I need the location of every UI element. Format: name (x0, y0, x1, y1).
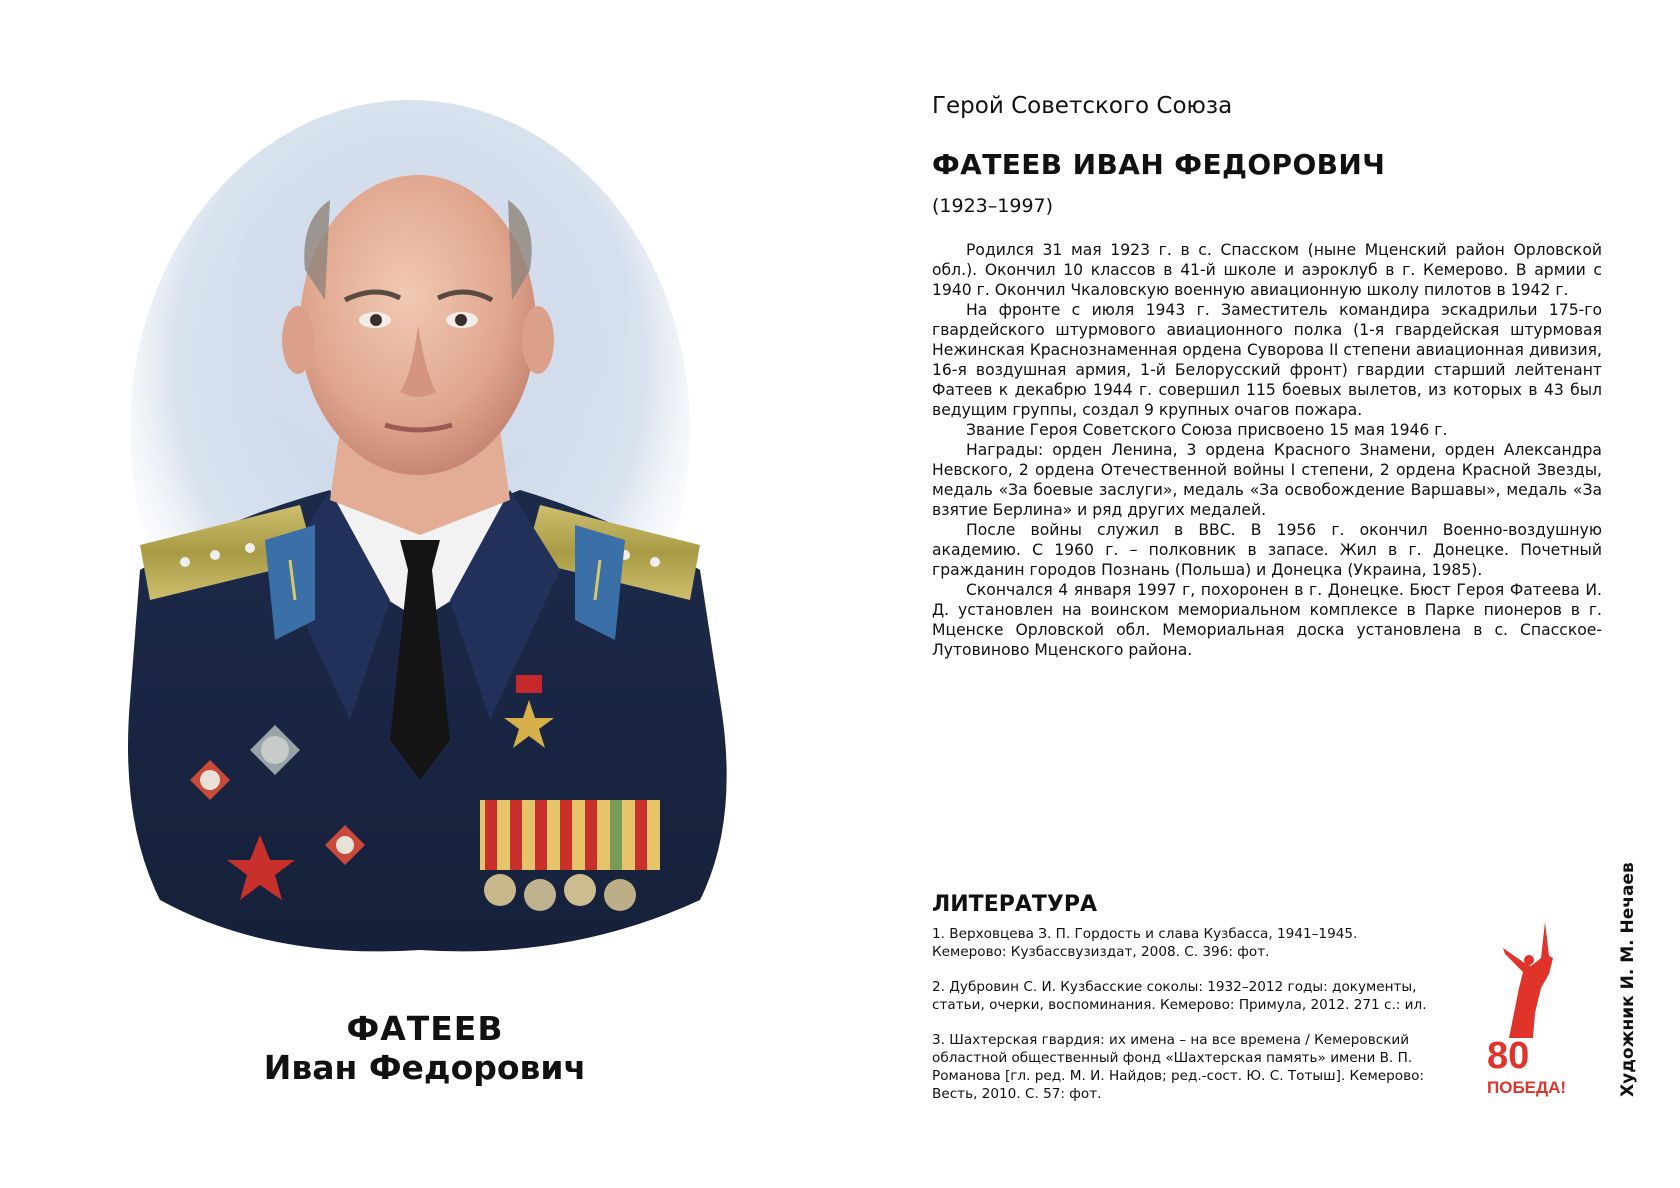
portrait-caption (90, 1010, 760, 1088)
literature-item: 1. Верховцева З. П. Гордость и слава Кузбасса, 1941–1945. Кемерово: Кузбассвузиздат, 2008. С. 396: фот. (932, 926, 1358, 960)
biography (932, 240, 1602, 660)
page-title: ФАТЕЕВ ИВАН ФЕДОРОВИЧ (932, 148, 1386, 181)
hero-rank: Герой Советского Союза (932, 93, 1233, 119)
literature-item: 3. Шахтерская гвардия: их имена – на все времена / Кемеровский областной общественный фонд «Шахтерская память» имени В. П. Романова [гл. ред. М. И. Найдов; ред.-сост. Ю. С. Тотыш]. Кемерово: Весть, 2010. С. 57: фот. (932, 1032, 1425, 1102)
literature-list (932, 925, 1432, 1120)
caption-given-name: Иван Федорович (263, 1047, 587, 1087)
bio-paragraph: Награды: орден Ленина, 3 ордена Красного Знамени, орден Александра Невского, 2 ордена Отечественной войны I степени, 2 ордена Красной Звезды, медаль «За боевые заслуги», медаль «За освобождение Варшавы», медаль «За взятие Берлина» и ряд других медалей. (932, 441, 1602, 519)
bio-paragraph: После войны служил в ВВС. В 1956 г. окончил Военно-воздушную академию. С 1960 г. – полковник в запасе. Жил в г. Донецке. Почетный гражданин городов Познань (Польша) и Донецка (Украина, 1985). (932, 521, 1602, 579)
logo-word: ПОБЕДА! (1487, 1078, 1567, 1097)
bio-paragraph: Звание Героя Советского Союза присвоено 15 мая 1946 г. (966, 421, 1448, 439)
logo-number: 80 (1487, 1035, 1530, 1077)
victory-80-logo (1483, 918, 1573, 1098)
caption-surname: ФАТЕЕВ (346, 1009, 504, 1048)
bio-paragraph: На фронте с июля 1943 г. Заместитель командира эскадрильи 175-го гвардейского штурмового авиационного полка (1-я гвардейская штурмовая Нежинская Краснознаменная ордена Суворова II степени авиационная дивизия, 16-я воздушная армия, 1-й Белорусский фронт) гвардии старший лейтенант Фатеев к декабрю 1944 г. совершил 115 боевых вылетов, из которых в 43 был ведущим группы, создал 9 крупных очагов пожара. (932, 301, 1602, 419)
life-years: (1923–1997) (932, 195, 1054, 217)
bio-paragraph: Родился 31 мая 1923 г. в с. Спасском (ныне Мценский район Орловской обл.). Окончил 10 классов в 41-й школе и аэроклуб в г. Кемерово. В армии с 1940 г. Окончил Чкаловскую военную авиационную школу пилотов в 1942 г. (932, 241, 1602, 299)
literature-item: 2. Дубровин С. И. Кузбасские соколы: 1932–2012 годы: документы, статьи, очерки, воспоминания. Кемерово: Примула, 2012. 271 с.: ил. (932, 979, 1427, 1013)
literature-heading: ЛИТЕРАТУРА (932, 892, 1097, 917)
portrait-painting (100, 100, 740, 970)
artist-credit: Художник И. М. Нечаев (1618, 862, 1638, 1097)
bio-paragraph: Скончался 4 января 1997 г, похоронен в г. Донецке. Бюст Героя Фатеева И. Д. установлен на воинском мемориальном комплексе в Парке пионеров в г. Мценске Орловской обл. Мемориальная доска установлена в с. Спасское-Лутовиново Мценского района. (932, 581, 1602, 659)
